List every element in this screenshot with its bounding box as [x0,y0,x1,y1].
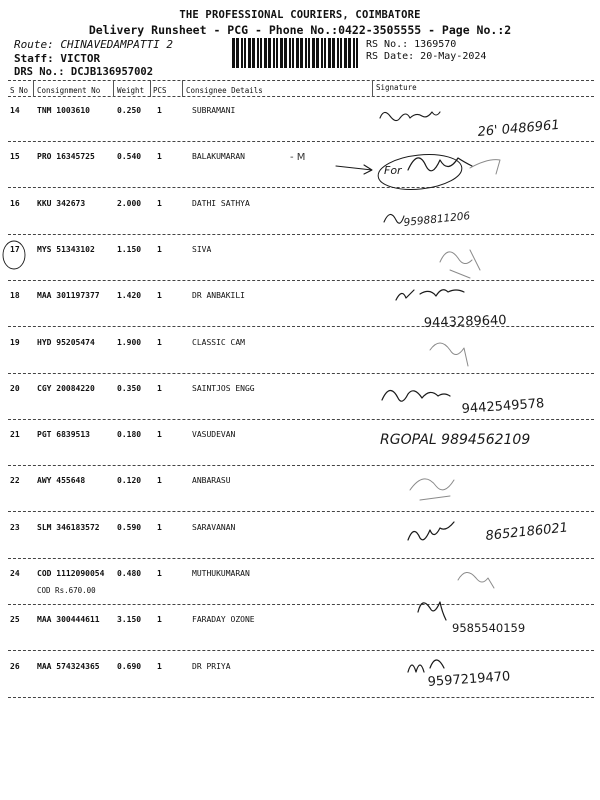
consignee-name: SUBRAMANI [192,106,236,115]
pcs-value: 1 [157,522,162,532]
consignee-name: VASUDEVAN [192,430,236,440]
pcs-value: 1 [157,476,162,486]
handwritten-number: 26' 0486961 [477,117,561,140]
row-sno: 20 [10,383,20,393]
weight-value: 3.150 [117,615,142,625]
row-sno: 25 [10,615,20,625]
row-sno: 14 [10,106,20,115]
weight-value: 1.150 [117,244,142,254]
weight-value: 0.250 [117,106,142,115]
consignment-number: KKU 342673 [37,198,86,208]
row-sno: 18 [10,291,20,301]
weight-value: 1.420 [117,291,142,301]
consignment-number: TNM 1003610 [37,106,90,115]
weight-value: 0.350 [117,383,142,393]
pcs-value: 1 [157,383,162,393]
handwritten-number: 9585540159 [452,621,526,635]
weight-value: 2.000 [117,198,142,208]
row-sno: 19 [10,337,20,347]
consignee-name: MUTHUKUMARAN [192,569,250,578]
consignee-name: FARADAY OZONE [192,615,255,625]
consignee-name: ANBARASU [192,476,231,486]
consignment-number: HYD 95205474 [37,337,95,347]
handwritten-note: - M [290,152,306,163]
row-sno: 21 [10,430,20,440]
cod-amount: COD Rs.670.00 [37,586,96,595]
consignment-number: MAA 300444611 [37,615,100,625]
consignment-number: PGT 6839513 [37,430,90,440]
staff-label: Staff: VICTOR [14,52,101,65]
consignee-name: SARAVANAN [192,522,236,532]
signature-scribble [382,390,450,401]
consignee-name: DR PRIYA [192,661,231,671]
consignment-number: PRO 16345725 [37,152,95,162]
weight-value: 0.480 [117,569,142,578]
weight-value: 0.120 [117,476,142,486]
pcs-value: 1 [157,152,162,162]
consignee-name: DATHI SATHYA [192,198,250,208]
rs-date: RS Date: 20-May-2024 [366,51,487,62]
rs-number: RS No.: 1369570 [366,39,457,50]
row-sno: 22 [10,476,20,486]
pcs-value: 1 [157,430,162,440]
signature-scribble [418,602,446,620]
column-header-consignment: Consignment No [37,86,101,95]
faint-mark [440,250,480,278]
handwritten-number: 9598811206 [403,210,471,229]
signature-scribble [380,112,440,121]
signature-scribble [396,290,464,300]
weight-value: 0.180 [117,430,142,440]
consignee-name: BALAKUMARAN [192,152,245,162]
faint-mark [410,479,454,500]
pcs-value: 1 [157,661,162,671]
row-sno: 15 [10,152,20,162]
weight-value: 1.900 [117,337,142,347]
consignment-number: SLM 346183572 [37,522,100,532]
consignment-number: MAA 301197377 [37,291,100,301]
pcs-value: 1 [157,337,162,347]
column-header-signature: Signature [376,83,417,92]
weight-value: 0.540 [117,152,142,162]
pcs-value: 1 [157,198,162,208]
column-header-sno: S No [10,86,29,95]
pcs-value: 1 [157,615,162,625]
row-sno: 24 [10,569,20,578]
runsheet-subtitle: Delivery Runsheet - PCG - Phone No.:0422-3505555 - Page No.:2 [88,23,512,37]
faint-mark [458,572,494,588]
pcs-value: 1 [157,244,162,254]
circle-mark [3,241,25,269]
pcs-value: 1 [157,106,162,115]
handwritten-number: 9442549578 [461,396,545,417]
stamp-mark [470,160,500,174]
column-header-pcs: PCS [153,86,167,95]
weight-value: 0.690 [117,661,142,671]
consignee-name: SIVA [192,244,212,254]
row-sno: 17 [10,244,20,254]
row-sno: 23 [10,522,20,532]
handwritten-number: 9597219470 [427,669,511,690]
pcs-value: 1 [157,569,162,578]
weight-value: 0.590 [117,522,142,532]
route-label: Route: CHINAVEDAMPATTI 2 [14,38,173,51]
drs-number: DRS No.: DCJB136957002 [14,66,154,78]
consignment-number: AWY 455648 [37,476,86,486]
signature-scribble [384,214,404,223]
signature-scribble [408,158,472,171]
handwritten-number: 9443289640 [423,313,507,331]
consignee-name: SAINTJOS ENGG [192,383,255,393]
column-header-consignee: Consignee Details [186,86,263,95]
document-title: THE PROFESSIONAL COURIERS, COIMBATORE [179,9,421,21]
handwritten-text: For [384,164,402,177]
consignment-number: COD 1112090054 [37,569,105,578]
column-header-weight: Weight [117,86,145,95]
consignee-name: CLASSIC CAM [192,337,245,347]
consignee-name: DR ANBAKILI [192,291,245,301]
signature-scribble [408,660,444,672]
faint-mark [430,343,468,366]
pcs-value: 1 [157,291,162,301]
row-sno: 26 [10,661,20,671]
row-sno: 16 [10,198,20,208]
handwritten-text: RGOPAL 9894562109 [380,432,531,448]
consignment-number: CGY 20084220 [37,383,95,393]
consignment-number: MYS 51343102 [37,244,95,254]
consignment-number: MAA 574324365 [37,661,100,671]
signature-scribble [408,522,454,540]
handwritten-number: 8652186021 [484,520,569,544]
arrow-mark [336,165,372,174]
